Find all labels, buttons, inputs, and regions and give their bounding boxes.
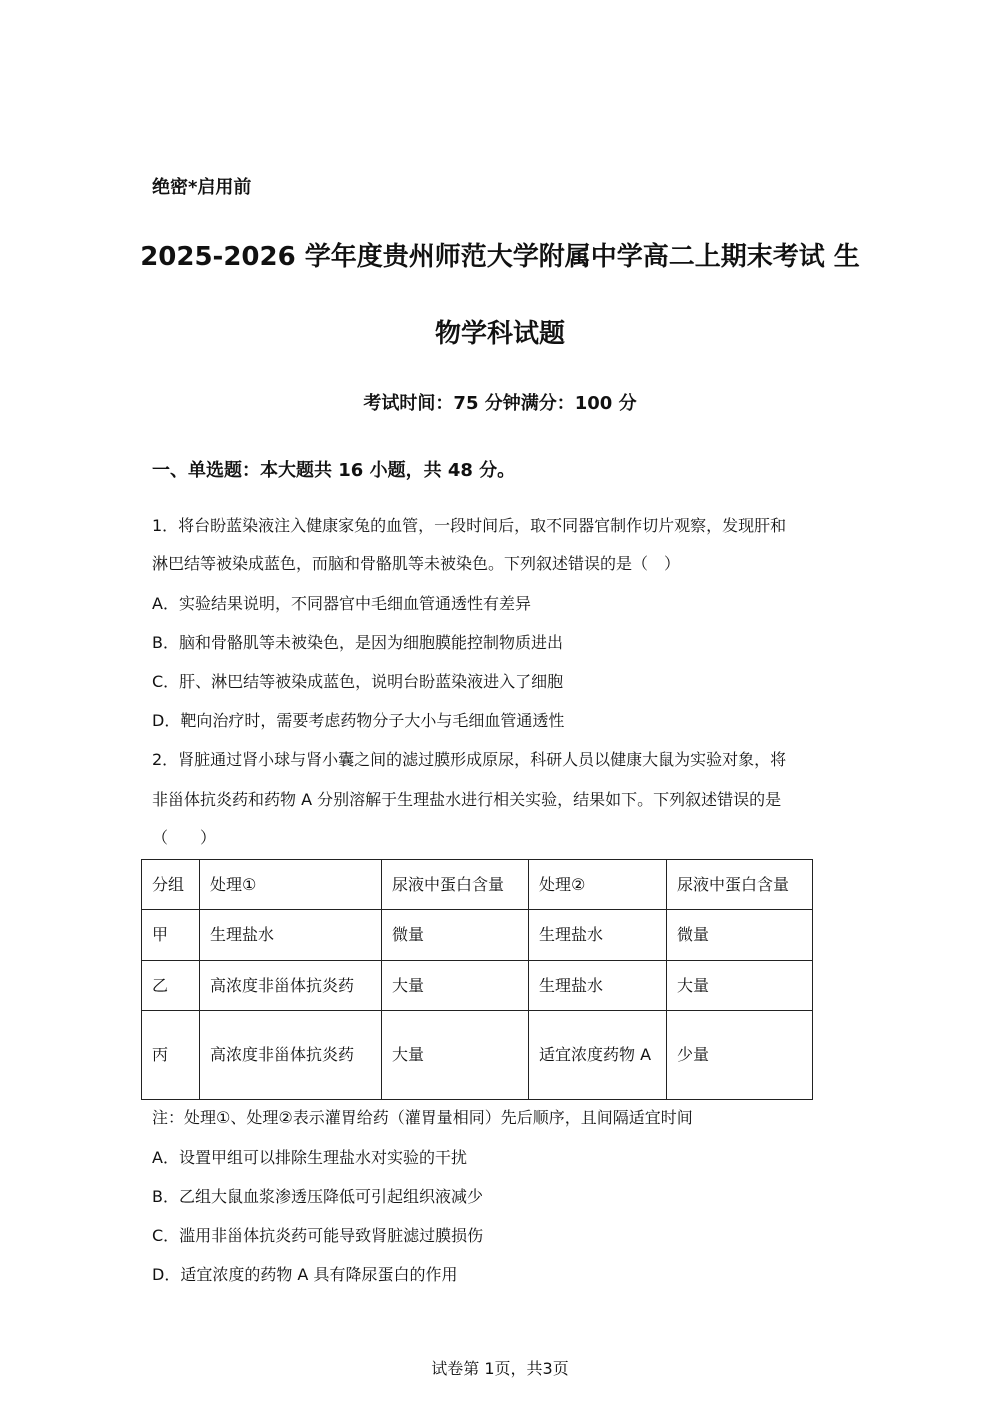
table-cell: 高浓度非甾体抗炎药 — [200, 1011, 382, 1100]
table-cell: 丙 — [142, 1011, 200, 1100]
question-2-stem-line-1: 2．肾脏通过肾小球与肾小囊之间的滤过膜形成原尿，科研人员以健康大鼠为实验对象，将 — [152, 750, 787, 769]
table-header-cell: 处理① — [200, 860, 382, 910]
table-cell: 大量 — [382, 1011, 529, 1100]
question-2-option-b: B．乙组大鼠血浆渗透压降低可引起组织液减少 — [152, 1187, 483, 1206]
page-footer: 试卷第 1页，共3页 — [431, 1359, 569, 1378]
question-1-option-a: A．实验结果说明，不同器官中毛细血管通透性有差异 — [152, 594, 531, 613]
question-1-option-b: B．脑和骨骼肌等未被染色，是因为细胞膜能控制物质进出 — [152, 633, 563, 652]
table-row — [142, 961, 813, 1011]
table-cell: 大量 — [382, 961, 529, 1011]
question-1-option-c: C．肝、淋巴结等被染成蓝色，说明台盼蓝染液进入了细胞 — [152, 672, 564, 691]
question-1-stem-line-2: 淋巴结等被染成蓝色，而脑和骨骼肌等未被染色。下列叙述错误的是（ ） — [152, 554, 681, 573]
question-2-stem-line-3: （ ） — [152, 828, 217, 847]
section-heading: 一、单选题：本大题共 16 小题，共 48 分。 — [152, 460, 516, 481]
question-1-option-d: D．靶向治疗时，需要考虑药物分子大小与毛细血管通透性 — [152, 711, 565, 730]
table-header-cell: 分组 — [142, 860, 200, 910]
table-cell: 少量 — [667, 1011, 813, 1100]
table-cell: 生理盐水 — [529, 910, 667, 961]
table-row — [142, 910, 813, 961]
table-cell: 生理盐水 — [529, 961, 667, 1011]
table-header-row — [142, 860, 813, 910]
confidential-label: 绝密*启用前 — [152, 177, 252, 198]
table-cell: 微量 — [382, 910, 529, 961]
table-cell: 甲 — [142, 910, 200, 961]
exam-title-line-1: 2025-2026 学年度贵州师范大学附属中学高二上期末考试 生 — [140, 242, 860, 272]
table-header-cell: 尿液中蛋白含量 — [382, 860, 529, 910]
table-cell: 高浓度非甾体抗炎药 — [200, 961, 382, 1011]
question-1-stem-line-1: 1．将台盼蓝染液注入健康家兔的血管，一段时间后，取不同器官制作切片观察，发现肝和 — [152, 516, 787, 535]
question-2-option-d: D．适宜浓度的药物 A 具有降尿蛋白的作用 — [152, 1265, 458, 1284]
table-row — [142, 1011, 813, 1100]
table-cell: 微量 — [667, 910, 813, 961]
exam-time-score: 考试时间：75 分钟满分：100 分 — [363, 393, 637, 414]
table-header-cell: 尿液中蛋白含量 — [667, 860, 813, 910]
question-2-table-note: 注：处理①、处理②表示灌胃给药（灌胃量相同）先后顺序，且间隔适宜时间 — [152, 1108, 693, 1127]
table-cell: 大量 — [667, 961, 813, 1011]
question-2-option-a: A．设置甲组可以排除生理盐水对实验的干扰 — [152, 1148, 467, 1167]
question-2-stem-line-2: 非甾体抗炎药和药物 A 分别溶解于生理盐水进行相关实验，结果如下。下列叙述错误的是 — [152, 790, 782, 809]
table-header-cell: 处理② — [529, 860, 667, 910]
table-cell: 乙 — [142, 961, 200, 1011]
table-cell: 生理盐水 — [200, 910, 382, 961]
exam-title-line-2: 物学科试题 — [434, 319, 565, 349]
question-2-option-c: C．滥用非甾体抗炎药可能导致肾脏滤过膜损伤 — [152, 1226, 484, 1245]
experiment-results-table — [141, 859, 813, 1100]
table-cell: 适宜浓度药物 A — [529, 1011, 667, 1100]
